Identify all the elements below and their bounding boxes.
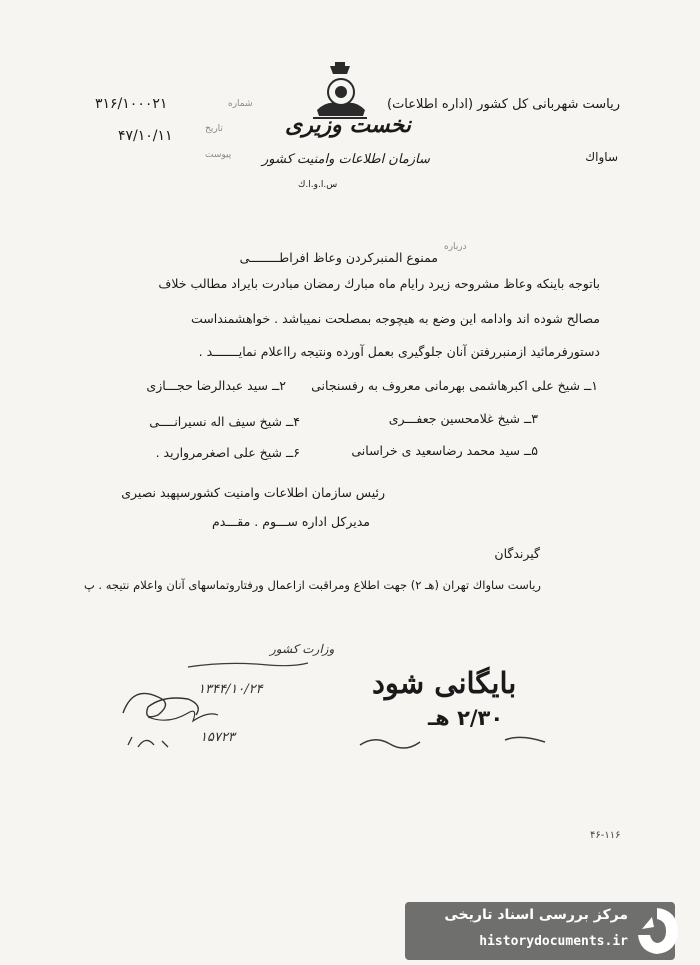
watermark-url[interactable]: historydocuments.ir: [479, 934, 628, 949]
handwritten-line-3: ۱۵۷۲۳: [200, 730, 235, 745]
subject-label: درباره: [444, 242, 467, 252]
archive-stamp-title: بایگانی شود: [372, 666, 517, 700]
date-value: ۴۷/۱۰/۱۱: [118, 128, 173, 144]
signature-line-2: مدیرکل اداره ســـوم . مقـــدم: [212, 514, 370, 529]
emblem-title: نخست وزیری: [285, 112, 411, 138]
number-label: شماره: [228, 99, 253, 109]
body-line-3: دستورفرمائید ازمنبررفتن آنان جلوگیری بعمل آورده ونتیجه رااعلام نمایـــــــد .: [198, 344, 600, 359]
name-3: ۳ــ شیخ غلامحسین جعفـــری: [388, 411, 538, 426]
enclosure-label: پیوست: [205, 150, 232, 160]
handwritten-signature-icon: [118, 655, 318, 755]
name-2: ۲ــ سید عبدالرضا حجـــازی: [146, 378, 286, 393]
recipients-label: گیرندگان: [494, 546, 540, 561]
document-code: ۴۶-۱۱۶: [590, 830, 621, 841]
name-1: ۱ــ شیخ علی اکبرهاشمی بهرمانی معروف به رفسنجانی: [311, 378, 598, 393]
document-logo-icon: [632, 905, 682, 957]
body-line-1: باتوجه باینکه وعاظ مشروحه زیرد رایام ماه مبارك رمضان مبادرت بایراد مطالب خلاف: [158, 276, 600, 291]
subject-text: ممنوع المنبرکردن وعاظ افراطــــــــی: [239, 250, 438, 265]
number-value: ۳۱۶/۱۰۰۰۲۱: [95, 96, 168, 112]
handwritten-line-2: ۱۳۴۴/۱۰/۲۴: [198, 682, 263, 697]
handwritten-line-1: وزارت کشور: [270, 642, 335, 656]
archive-stamp-number: ۲/۳۰ هـ: [428, 706, 504, 730]
name-4: ۴ــ شیخ سیف اله نسیرانــــی: [149, 414, 300, 429]
name-5: ۵ــ سید محمد رضاسعید ی خراسانی: [351, 443, 538, 458]
org-center-abbrev: س.ا.و.ا.ك: [298, 180, 338, 190]
signature-line-1: رئیس سازمان اطلاعات وامنیت کشورسپهبد نصیری: [121, 485, 385, 500]
body-line-2: مصالح شوده اند وادامه این وضع به هیچوجه بمصلحت نمیباشد . خواهشمنداست: [191, 311, 600, 326]
org-right-line1: ریاست شهربانی کل کشور (اداره اطلاعات): [387, 97, 620, 112]
recipients-line: ریاست ساواك تهران (هـ ۲) جهت اطلاع ومراقبت ازاعمال ورفتاروتماسهای آنان واعلام نتیجه . پ: [83, 578, 541, 592]
name-6: ۶ــ شیخ علی اصغرمروارید .: [155, 445, 300, 460]
date-label: تاریخ: [205, 124, 223, 134]
scribble-icon: [355, 730, 555, 752]
watermark-title: مرکز بررسی اسناد تاریخی: [444, 907, 628, 923]
org-center-name: سازمان اطلاعات وامنیت کشور: [262, 152, 430, 167]
org-right-line2: ساواك: [585, 150, 618, 164]
